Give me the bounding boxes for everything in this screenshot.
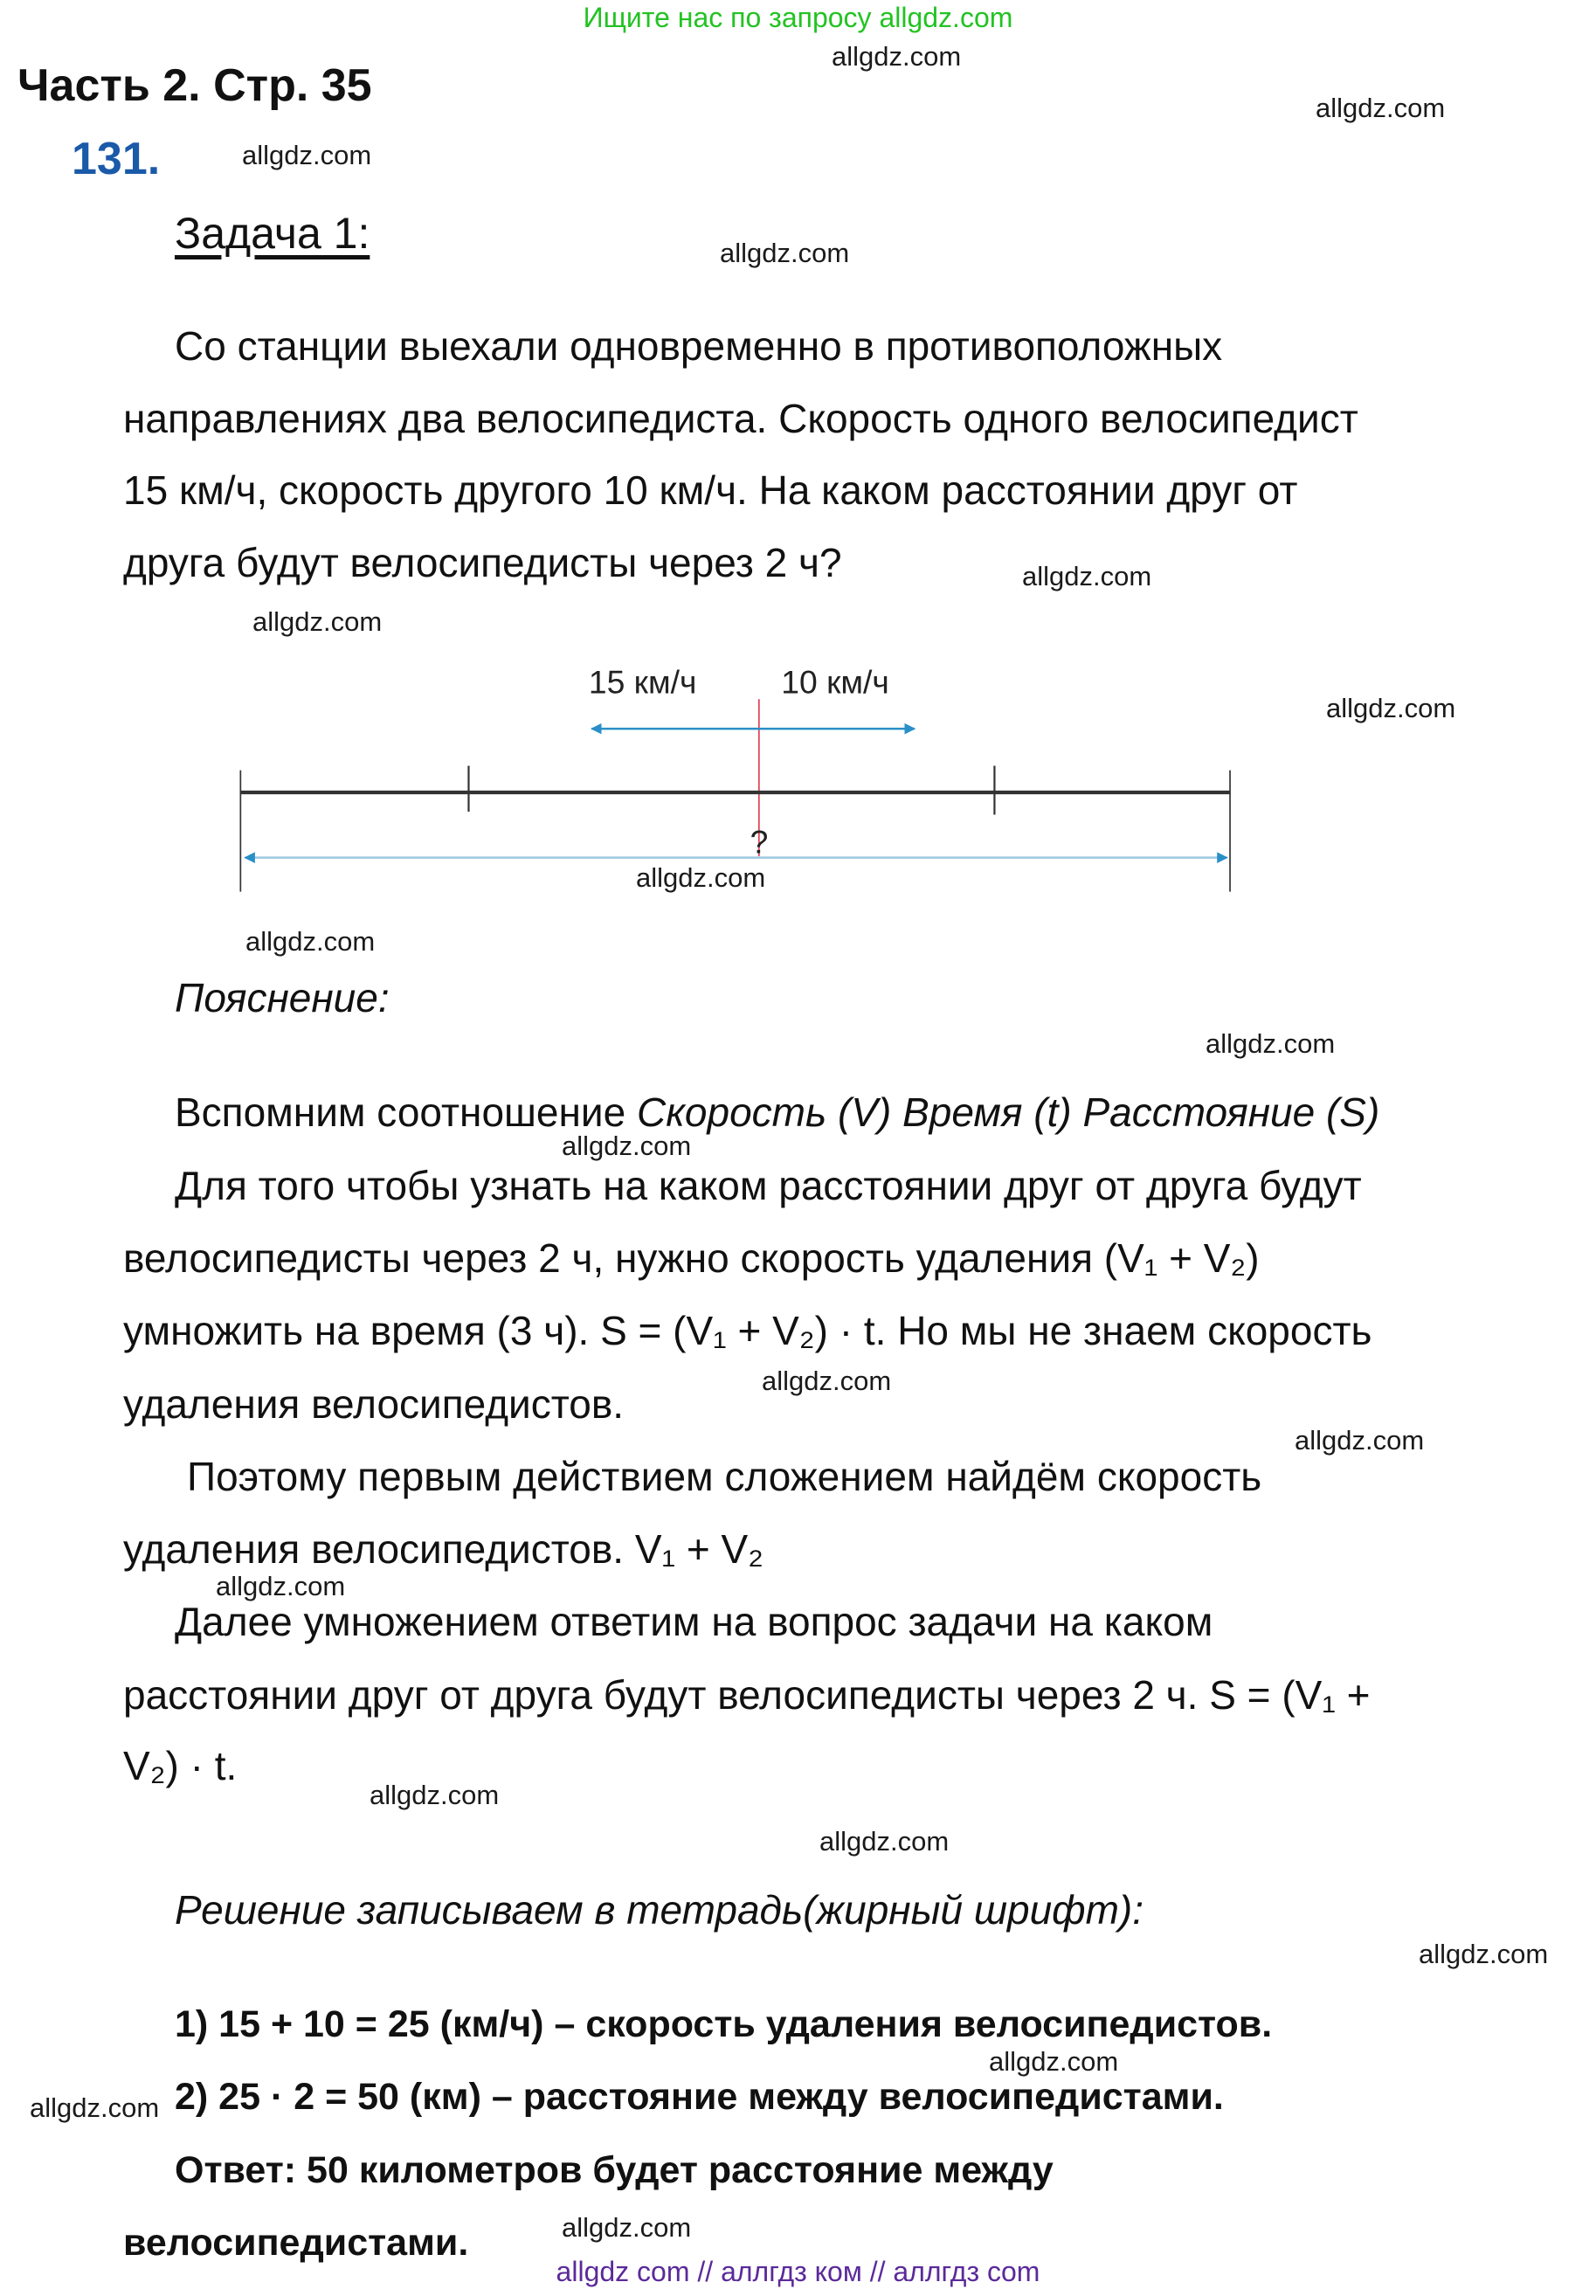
answer-line: Ответ: 50 километров будет расстояние между: [175, 2149, 1054, 2191]
explanation-line: Для того чтобы узнать на каком расстоянии друг от друга будут: [175, 1163, 1362, 1208]
watermark: allgdz.com: [242, 140, 372, 170]
watermark: allgdz.com: [1022, 561, 1152, 591]
distance-diagram: [223, 647, 1245, 900]
watermark: allgdz.com: [1206, 1028, 1336, 1059]
watermark: allgdz.com: [1326, 693, 1456, 723]
exercise-number: 131.: [72, 134, 161, 184]
watermark: allgdz.com: [370, 1780, 500, 1810]
watermark: allgdz.com: [1316, 93, 1446, 123]
watermark: allgdz.com: [1419, 1939, 1549, 1969]
relation-prefix: Вспомним соотношение: [175, 1089, 637, 1135]
explanation-line: умножить на время (3 ч). S = (V₁ + V₂) · t. Но мы не знаем скорость: [123, 1308, 1372, 1353]
watermark: allgdz.com: [30, 2092, 160, 2123]
explanation-line: удаления велосипедистов.: [123, 1381, 625, 1427]
unknown-distance-label: ?: [750, 823, 769, 861]
watermark: allgdz.com: [562, 2212, 692, 2243]
promo-banner: Ищите нас по запросу allgdz.com: [583, 2, 1013, 33]
watermark: allgdz.com: [989, 2046, 1119, 2077]
explanation-line: удаления велосипедистов. V₁ + V₂: [123, 1526, 764, 1572]
watermark: allgdz.com: [762, 1366, 892, 1396]
watermark: allgdz.com: [216, 1571, 346, 1601]
relation-line: [175, 1086, 1379, 1138]
watermark: allgdz.com: [819, 1826, 950, 1857]
task-title: Задача 1:: [175, 209, 370, 258]
explanation-line: V₂) · t.: [123, 1743, 238, 1788]
solution-step: 2) 25 · 2 = 50 (км) – расстояние между велосипедистами.: [175, 2076, 1224, 2118]
speed-left-label: 15 км/ч: [588, 663, 697, 701]
problem-line: направлениях два велосипедиста. Скорость одного велосипедист: [123, 396, 1358, 441]
explanation-title: Пояснение:: [175, 975, 390, 1020]
watermark: allgdz.com: [562, 1131, 692, 1161]
explanation-line: велосипедисты через 2 ч, нужно скорость удаления (V₁ + V₂): [123, 1235, 1260, 1281]
answer-line: велосипедистами.: [123, 2222, 469, 2264]
watermark: allgdz.com: [252, 606, 383, 637]
explanation-line: Далее умножением ответим на вопрос задачи на каком: [175, 1599, 1213, 1644]
watermark: allgdz.com: [832, 41, 962, 72]
watermark: allgdz.com: [636, 862, 766, 893]
problem-line: Со станции выехали одновременно в противоположных: [175, 323, 1223, 369]
watermark: allgdz.com: [720, 238, 850, 268]
explanation-line: Поэтому первым действием сложением найдём скорость: [187, 1454, 1262, 1499]
solution-title: Решение записываем в тетрадь(жирный шрифт):: [175, 1887, 1144, 1933]
problem-line: друга будут велосипедисты через 2 ч?: [123, 540, 842, 585]
problem-line: 15 км/ч, скорость другого 10 км/ч. На каком расстоянии друг от: [123, 467, 1298, 513]
speed-right-label: 10 км/ч: [781, 663, 889, 701]
watermark: allgdz.com: [245, 926, 376, 957]
footer-links[interactable]: allgdz com // аллгдз ком // аллгдз com: [556, 2256, 1040, 2287]
explanation-line: расстоянии друг от друга будут велосипедисты через 2 ч. S = (V₁ +: [123, 1672, 1371, 1718]
watermark: allgdz.com: [1295, 1425, 1425, 1456]
page-heading: Часть 2. Стр. 35: [17, 60, 372, 111]
relation-formula: Скорость (V) Время (t) Расстояние (S): [636, 1089, 1380, 1135]
solution-step: 1) 15 + 10 = 25 (км/ч) – скорость удаления велосипедистов.: [175, 2003, 1273, 2045]
